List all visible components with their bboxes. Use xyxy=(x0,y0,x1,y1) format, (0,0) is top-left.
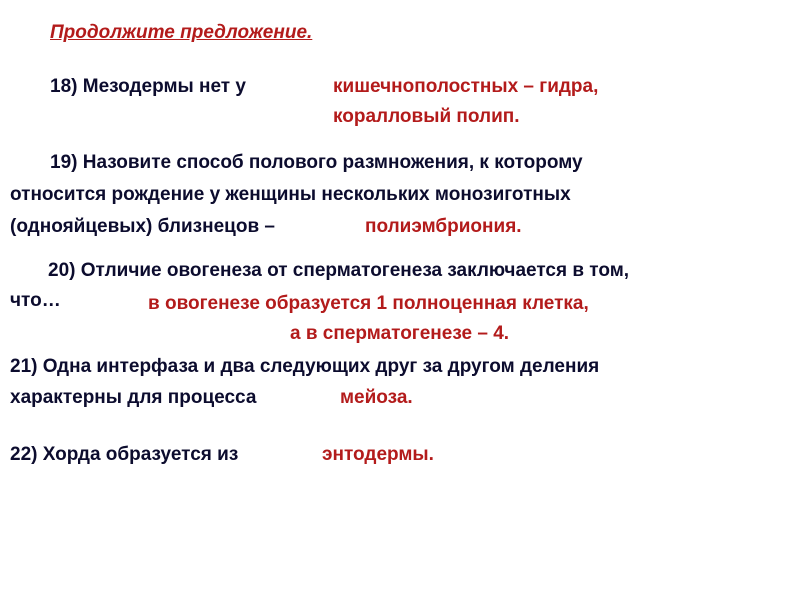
q18-question: 18) Мезодермы нет у xyxy=(50,76,246,97)
slide-heading: Продолжите предложение. xyxy=(50,22,313,43)
q19-line1: 19) Назовите способ полового размножения, к которому xyxy=(50,152,583,173)
q20-line1: 20) Отличие овогенеза от сперматогенеза заключается в том, xyxy=(48,260,630,281)
q22-answer: энтодермы. xyxy=(322,444,434,465)
q19-line2: относится рождение у женщины нескольких монозиготных xyxy=(10,184,571,205)
q20-answer-line1: в овогенезе образуется 1 полноценная клетка, xyxy=(148,293,589,314)
q21-line2: характерны для процесса xyxy=(10,387,257,408)
q21-answer: мейоза. xyxy=(340,387,413,408)
q20-line2: что… xyxy=(10,290,61,311)
q20-answer-line2: а в сперматогенезе – 4. xyxy=(290,323,510,344)
q19-line3: (однояйцевых) близнецов – xyxy=(10,216,275,237)
q18-answer-line2: коралловый полип. xyxy=(333,106,520,127)
q18-answer-line1: кишечнополостных – гидра, xyxy=(333,76,599,97)
q22-question: 22) Хорда образуется из xyxy=(10,444,239,465)
q21-line1: 21) Одна интерфаза и два следующих друг за другом деления xyxy=(10,356,600,377)
q19-answer: полиэмбриония. xyxy=(365,216,522,237)
